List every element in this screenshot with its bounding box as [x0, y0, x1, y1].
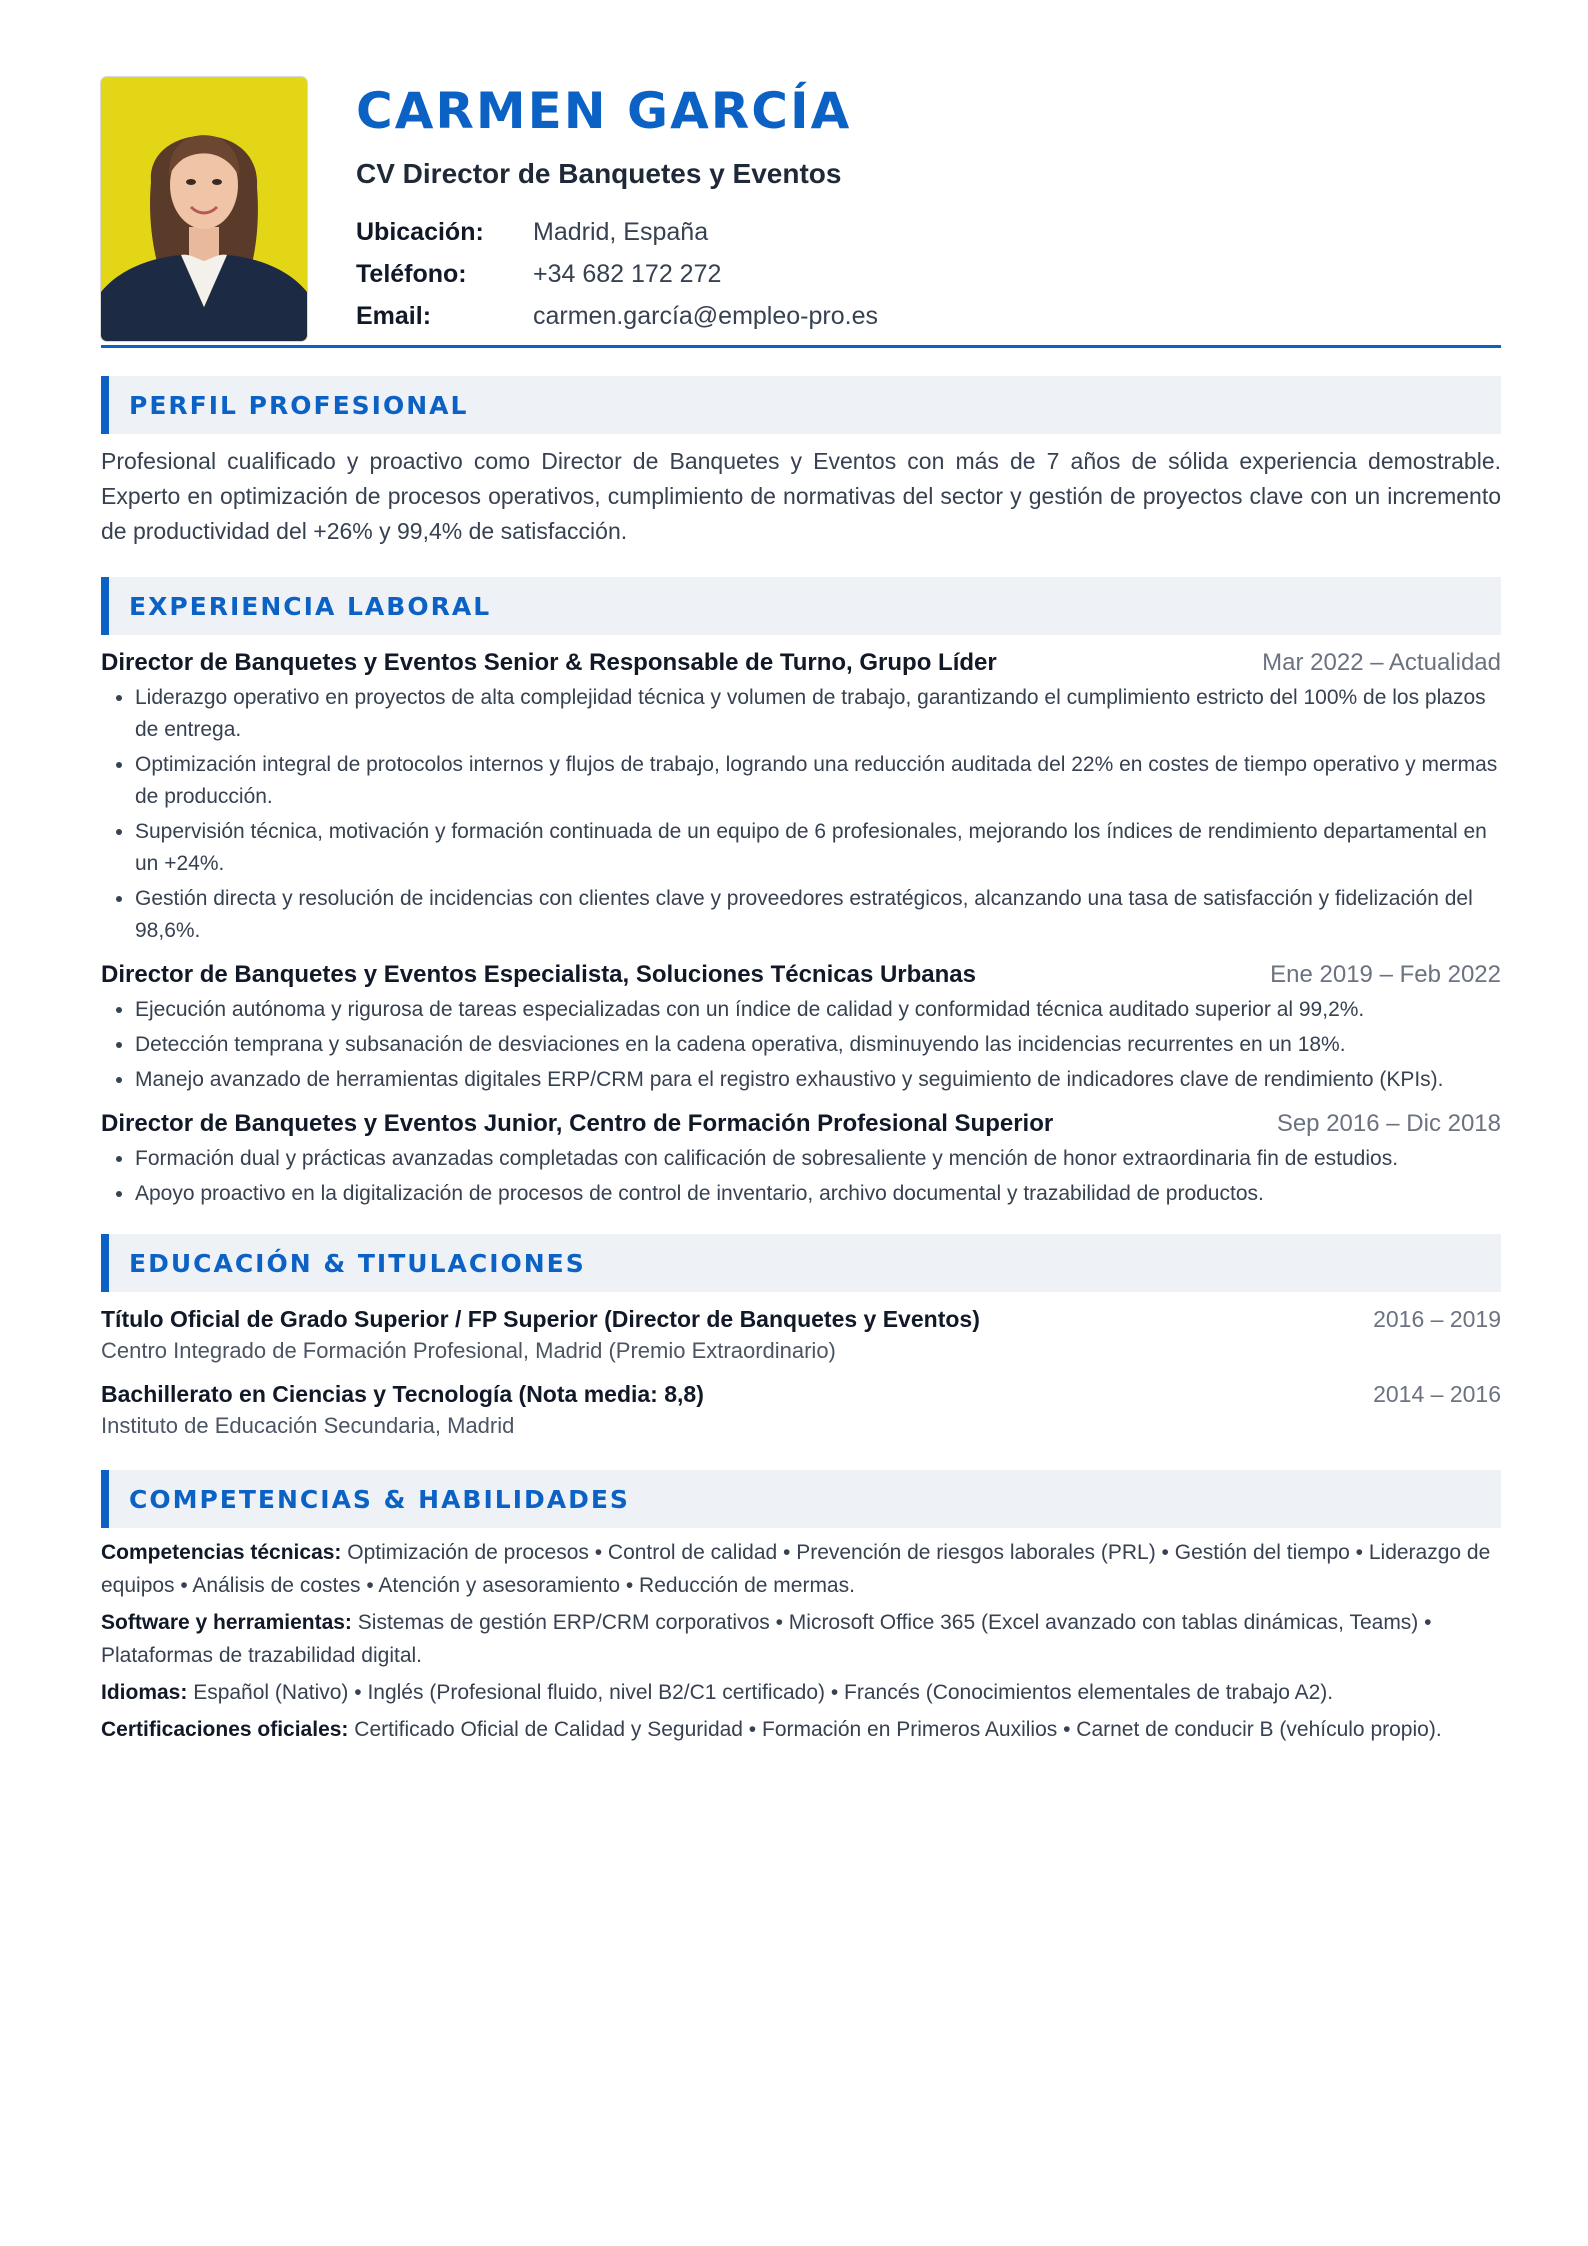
- job-role: Director de Banquetes y Eventos Senior & Responsable de Turno, Grupo Líder: [101, 649, 997, 676]
- skill-row: [101, 1536, 1501, 1602]
- header-divider: [101, 345, 1501, 348]
- contact-email: [356, 295, 878, 337]
- education-entry: [101, 1303, 1501, 1367]
- job-bullet: • Ejecución autónoma y rigurosa de tareas especializadas con un índice de calidad y conformidad técnica auditado superior al 99,2%.: [135, 994, 1501, 1026]
- section-heading-profile: [101, 376, 1501, 434]
- section-title: EDUCACIÓN & TITULACIONES: [129, 1248, 586, 1278]
- contact-phone: [356, 253, 878, 295]
- skill-text: Español (Nativo) • Inglés (Profesional fluido, nivel B2/C1 certificado) • Francés (Conocimientos elementales de trabajo A2).: [187, 1681, 1334, 1704]
- contact-value: Madrid, España: [533, 218, 709, 246]
- job-dates: Ene 2019 – Feb 2022: [1270, 961, 1501, 988]
- contact-list: [356, 211, 878, 337]
- job-bullets: [101, 994, 1501, 1096]
- skill-row: [101, 1606, 1501, 1672]
- profile-photo: [101, 77, 307, 341]
- contact-value[interactable]: carmen.garcía@empleo-pro.es: [533, 302, 878, 330]
- candidate-name: CARMEN GARCÍA: [356, 82, 852, 140]
- section-title: COMPETENCIAS & HABILIDADES: [129, 1484, 630, 1514]
- cv-title: CV Director de Banquetes y Eventos: [356, 158, 842, 189]
- skill-row: [101, 1676, 1501, 1709]
- skill-text: Certificado Oficial de Calidad y Seguridad • Formación en Primeros Auxilios • Carnet de conducir B (vehículo propio).: [348, 1718, 1442, 1741]
- job-dates: Mar 2022 – Actualidad: [1262, 649, 1501, 676]
- contact-value: +34 682 172 272: [533, 260, 722, 288]
- header-info: [356, 77, 878, 337]
- job-dates: Sep 2016 – Dic 2018: [1276, 1110, 1501, 1137]
- job-entry: [101, 1107, 1501, 1210]
- section-heading-experience: [101, 577, 1501, 635]
- section-heading-skills: [101, 1470, 1501, 1528]
- job-bullet: • Detección temprana y subsanación de desviaciones en la cadena operativa, disminuyendo las incidencias recurrentes en un 18%.: [135, 1029, 1501, 1061]
- education-header: [101, 1303, 1501, 1335]
- resume-page: [101, 77, 1501, 1746]
- job-bullet: • Apoyo proactivo en la digitalización de procesos de control de inventario, archivo documental y trazabilidad de productos.: [135, 1178, 1501, 1210]
- job-header: [101, 958, 1501, 992]
- contact-label: Teléfono:: [356, 260, 467, 288]
- job-entry: [101, 958, 1501, 1096]
- skill-text: Optimización de procesos • Control de calidad • Prevención de riesgos laborales (PRL) • Gestión del tiempo • Liderazgo de equipos • Análisis de costes • Atención y asesoramiento • Reducción de mermas.: [101, 1541, 1491, 1597]
- skills-list: [101, 1536, 1501, 1746]
- job-bullet: • Supervisión técnica, motivación y formación continuada de un equipo de 6 profesionales, mejorando los índices de rendimiento departamental en un +24%.: [135, 816, 1501, 880]
- education-header: [101, 1378, 1501, 1410]
- section-heading-education: [101, 1234, 1501, 1292]
- section-title: EXPERIENCIA LABORAL: [129, 591, 492, 621]
- skill-label: Certificaciones oficiales:: [101, 1718, 349, 1741]
- education-degree: Bachillerato en Ciencias y Tecnología (Nota media: 8,8): [101, 1381, 704, 1407]
- skill-row: [101, 1713, 1501, 1746]
- skill-label: Idiomas:: [101, 1681, 188, 1704]
- job-bullets: [101, 1143, 1501, 1210]
- education-dates: 2014 – 2016: [1373, 1381, 1501, 1407]
- job-header: [101, 1107, 1501, 1141]
- education-entry: [101, 1378, 1501, 1442]
- education-school: Instituto de Educación Secundaria, Madrid: [101, 1413, 515, 1438]
- education-degree: Título Oficial de Grado Superior / FP Superior (Director de Banquetes y Eventos): [101, 1306, 980, 1332]
- job-bullet: • Formación dual y prácticas avanzadas completadas con calificación de sobresaliente y mención de honor extraordinaria fin de estudios.: [135, 1143, 1501, 1175]
- skill-text: Sistemas de gestión ERP/CRM corporativos • Microsoft Office 365 (Excel avanzado con tablas dinámicas, Teams) • Plataformas de trazabilidad digital.: [101, 1611, 1432, 1667]
- job-bullet: • Manejo avanzado de herramientas digitales ERP/CRM para el registro exhaustivo y seguimiento de indicadores clave de rendimiento (KPIs).: [135, 1064, 1501, 1096]
- contact-label: Email:: [356, 302, 432, 330]
- education-school: Centro Integrado de Formación Profesional, Madrid (Premio Extraordinario): [101, 1338, 836, 1363]
- job-entry: [101, 646, 1501, 947]
- resume-header: [101, 77, 1501, 345]
- contact-label: Ubicación:: [356, 218, 484, 246]
- job-role: Director de Banquetes y Eventos Especialista, Soluciones Técnicas Urbanas: [101, 961, 976, 988]
- education-dates: 2016 – 2019: [1373, 1306, 1501, 1332]
- section-title: PERFIL PROFESIONAL: [129, 390, 469, 420]
- skill-label: Software y herramientas:: [101, 1611, 352, 1634]
- job-bullet: • Liderazgo operativo en proyectos de alta complejidad técnica y volumen de trabajo, garantizando el cumplimiento estricto del 100% de los plazos de entrega.: [135, 682, 1501, 746]
- job-bullet: • Gestión directa y resolución de incidencias con clientes clave y proveedores estratégicos, alcanzando una tasa de satisfacción y fidelización del 98,6%.: [135, 883, 1501, 947]
- job-role: Director de Banquetes y Eventos Junior, Centro de Formación Profesional Superior: [101, 1110, 1054, 1137]
- job-bullets: [101, 682, 1501, 947]
- profile-summary: Profesional cualificado y proactivo como Director de Banquetes y Eventos con más de 7 años de sólida experiencia demostrable. Experto en optimización de procesos operativos, cumplimiento de normativas del sector y gestión de proyectos clave con un incremento de productividad del +26% y 99,4% de satisfacción.: [101, 448, 1501, 544]
- job-bullet: • Optimización integral de protocolos internos y flujos de trabajo, logrando una reducción auditada del 22% en costes de tiempo operativo y mermas de producción.: [135, 749, 1501, 813]
- skill-label: Competencias técnicas:: [101, 1541, 342, 1564]
- job-header: [101, 646, 1501, 680]
- contact-location: [356, 211, 878, 253]
